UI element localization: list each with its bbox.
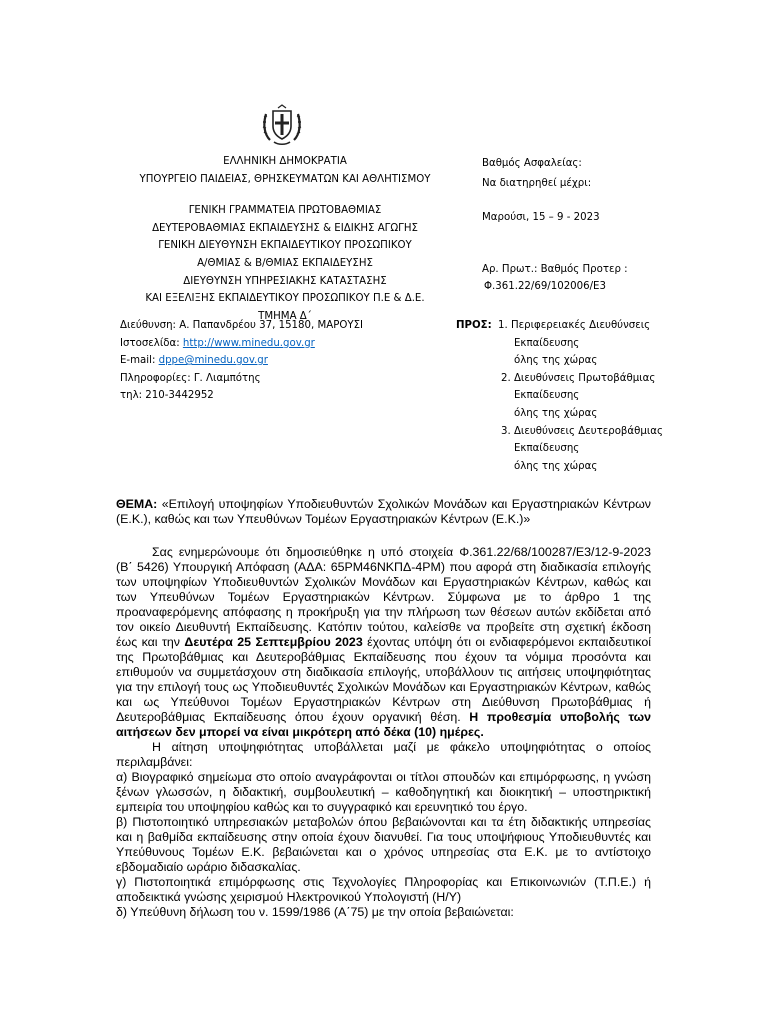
subject (116, 497, 651, 527)
protocol-label: Αρ. Πρωτ.: Βαθμός Προτερ : (482, 264, 628, 275)
greek-emblem-icon (262, 104, 302, 146)
deadline-note: Η προθεσμία υποβολής των αιτήσεων δεν μπορεί να είναι μικρότερη από δέκα (10) ημέρες. (116, 710, 651, 739)
email (120, 352, 363, 370)
header-line: Α/ΘΜΙΑΣ & Β/ΘΜΙΑΣ ΕΚΠΑΙΔΕΥΣΗΣ (197, 257, 373, 269)
subject-text: «Επιλογή υποψηφίων Υποδιευθυντών Σχολικών Μονάδων και Εργαστηριακών Κέντρων (Ε.Κ.), καθώς και των Υπευθύνων Τομέων Εργαστηριακών Κέντρων (Ε.Κ.)» (116, 497, 651, 526)
header-line: ΓΕΝΙΚΗ ΔΙΕΥΘΥΝΣΗ ΕΚΠΑΙΔΕΥΤΙΚΟΥ ΠΡΟΣΩΠΙΚΟΥ (158, 240, 412, 252)
letter-body (116, 545, 651, 920)
header-line: ΕΛΛΗΝΙΚΗ ΔΗΜΟΚΡΑΤΙΑ (223, 156, 347, 167)
list-item-a: α) Βιογραφικό σημείωμα στο οποίο αναγράφονται οι τίτλοι σπουδών και επιμόρφωσης, η γνώση ξένων γλωσσών, η διδακτική, συμβουλευτική – καθοδηγητική και διοικητική – υποστηρικτική εμπειρία του υποψηφίου καθώς και το συγγραφικό και ερευνητικό του έργο. (116, 770, 651, 814)
deadline-date: Δευτέρα 25 Σεπτεμβρίου 2023 (184, 635, 363, 649)
email-link[interactable]: dppe@minedu.gov.gr (158, 355, 268, 367)
recipient-line: 2. Διευθύνσεις Πρωτοβάθμιας (501, 372, 656, 384)
paragraph-2: Η αίτηση υποψηφιότητας υποβάλλεται μαζί με φάκελο υποψηφιότητας ο οποίος περιλαμβάνει: (116, 740, 651, 769)
paragraph-1 (116, 545, 651, 740)
header-line: ΔΕΥΤΕΡΟΒΑΘΜΙΑΣ ΕΚΠΑΙΔΕΥΣΗΣ & ΕΙΔΙΚΗΣ ΑΓΩΓΗΣ (152, 222, 418, 234)
header-line: ΥΠΟΥΡΓΕΙΟ ΠΑΙΔΕΙΑΣ, ΘΡΗΣΚΕΥΜΑΤΩΝ ΚΑΙ ΑΘΛΗΤΙΣΜΟΥ (139, 173, 431, 185)
header-line: ΤΜΗΜΑ Δ΄ (258, 310, 312, 322)
paragraph-text: Σας ενημερώνουμε ότι δημοσιεύθηκε η υπό στοιχεία Φ.361.22/68/100287/Ε3/12-9-2023 (Β΄ 5426) Υπουργική Απόφαση (ΑΔΑ: 65ΡΜ46ΝΚΠΔ-4ΡΜ) που αφορά στη διαδικασία επιλογής των υποψηφίων Υποδιευθυντών Σχολικών Μονάδων και Εργαστηριακών Κέντρων, καθώς και των Υπευθύνων Τομέων Εργαστηριακών Κέντρων. Σύμφωνα με το άρθρο 1 της προαναφερόμενης απόφασης η προκήρυξη για την πλήρωση των θέσεων αυτών εκδίδεται από τον οικείο Διευθυντή Εκπαίδευσης. Κατόπιν τούτου, καλείσθε να προβείτε στη σχετική έκδοση έως και την (116, 545, 651, 649)
keep-until: Να διατηρηθεί μέχρι: (482, 178, 592, 189)
header-line: ΚΑΙ ΕΞΕΛΙΞΗΣ ΕΚΠΑΙΔΕΥΤΙΚΟΥ ΠΡΟΣΩΠΙΚΟΥ Π.Ε & Δ.Ε. (145, 293, 425, 305)
recipient-line: 3. Διευθύνσεις Δευτεροβάθμιας (501, 425, 664, 437)
phone: τηλ: 210-3442952 (120, 390, 214, 402)
recipient-line: 1. Περιφερειακές Διευθύνσεις (498, 320, 651, 331)
website-label: Ιστοσελίδα: (120, 337, 183, 349)
list-item-d: δ) Υπεύθυνη δήλωση του ν. 1599/1986 (Α΄75) με την οποία βεβαιώνεται: (116, 905, 514, 919)
protocol-number: Φ.361.22/69/102006/Ε3 (484, 281, 606, 292)
website-link[interactable]: http://www.minedu.gov.gr (182, 337, 315, 349)
contact-block (120, 317, 363, 405)
recipients-label: ΠΡΟΣ: (456, 320, 492, 331)
recipient-line: όλης της χώρας (514, 407, 598, 419)
header-authority (120, 153, 450, 325)
subject-label: ΘΕΜΑ: (116, 497, 158, 511)
info: Πληροφορίες: Γ. Λιαμπότης (120, 372, 261, 384)
recipient-line: όλης της χώρας (514, 355, 598, 367)
website (120, 335, 363, 353)
email-label: E-mail: (120, 355, 159, 367)
recipients-list (498, 317, 663, 475)
document-date: Μαρούσι, 15 – 9 - 2023 (482, 212, 600, 223)
address: Διεύθυνση: Α. Παπανδρέου 37, 15180, ΜΑΡΟΥΣΙ (120, 320, 364, 331)
header-line: ΓΕΝΙΚΗ ΓΡΑΜΜΑΤΕΙΑ ΠΡΩΤΟΒΑΘΜΙΑΣ (188, 205, 382, 217)
recipient-line: Εκπαίδευσης (514, 443, 580, 455)
list-item-c: γ) Πιστοποιητικά επιμόρφωσης στις Τεχνολογίες Πληροφορίας και Επικοινωνιών (Τ.Π.Ε.) ή αποδεικτικά γνώσης χειρισμού Ηλεκτρονικού Υπολογιστή (Η/Υ) (116, 875, 651, 904)
recipient-line: Εκπαίδευσης (514, 337, 580, 349)
security-grade: Βαθμός Ασφαλείας: (482, 158, 582, 169)
header-line: ΔΙΕΥΘΥΝΣΗ ΥΠΗΡΕΣΙΑΚΗΣ ΚΑΤΑΣΤΑΣΗΣ (183, 275, 387, 287)
recipient-line: όλης της χώρας (514, 460, 598, 472)
paragraph-text: έχοντας υπόψη ότι οι ενδιαφερόμενοι εκπαιδευτικοί της Πρωτοβάθμιας και Δευτεροβάθμιας Εκπαίδευσης που έχουν τα νόμιμα προσόντα και επιθυμούν να συμμετάσχουν στη διαδικασία επιλογής, υποβάλλουν τις αιτήσεις υποψηφιότητας για την επιλογή τους ως Υποδιευθυντές Σχολικών Μονάδων και Εργαστηριακών Κέντρων, καθώς και ως Υπεύθυνοι Τομέων Εργαστηριακών Κέντρων στη Διεύθυνση Πρωτοβάθμιας ή Δευτεροβάθμιας Εκπαίδευσης όπου έχουν οργανική θέση. (116, 635, 651, 724)
list-item-b: β) Πιστοποιητικό υπηρεσιακών μεταβολών όπου βεβαιώνονται και τα έτη διδακτικής υπηρεσίας και η βαθμίδα εκπαίδευσης στην οποία έχουν διανυθεί. Για τους υποψήφιους Υποδιευθυντές και Υπεύθυνους Τομέων Ε.Κ. βεβαιώνεται και ο χρόνος υπηρεσίας στα Ε.Κ. με το αντίστοιχο εβδομαδιαίο ωράριο διδασκαλίας. (116, 815, 651, 874)
recipient-line: Εκπαίδευσης (514, 390, 580, 402)
